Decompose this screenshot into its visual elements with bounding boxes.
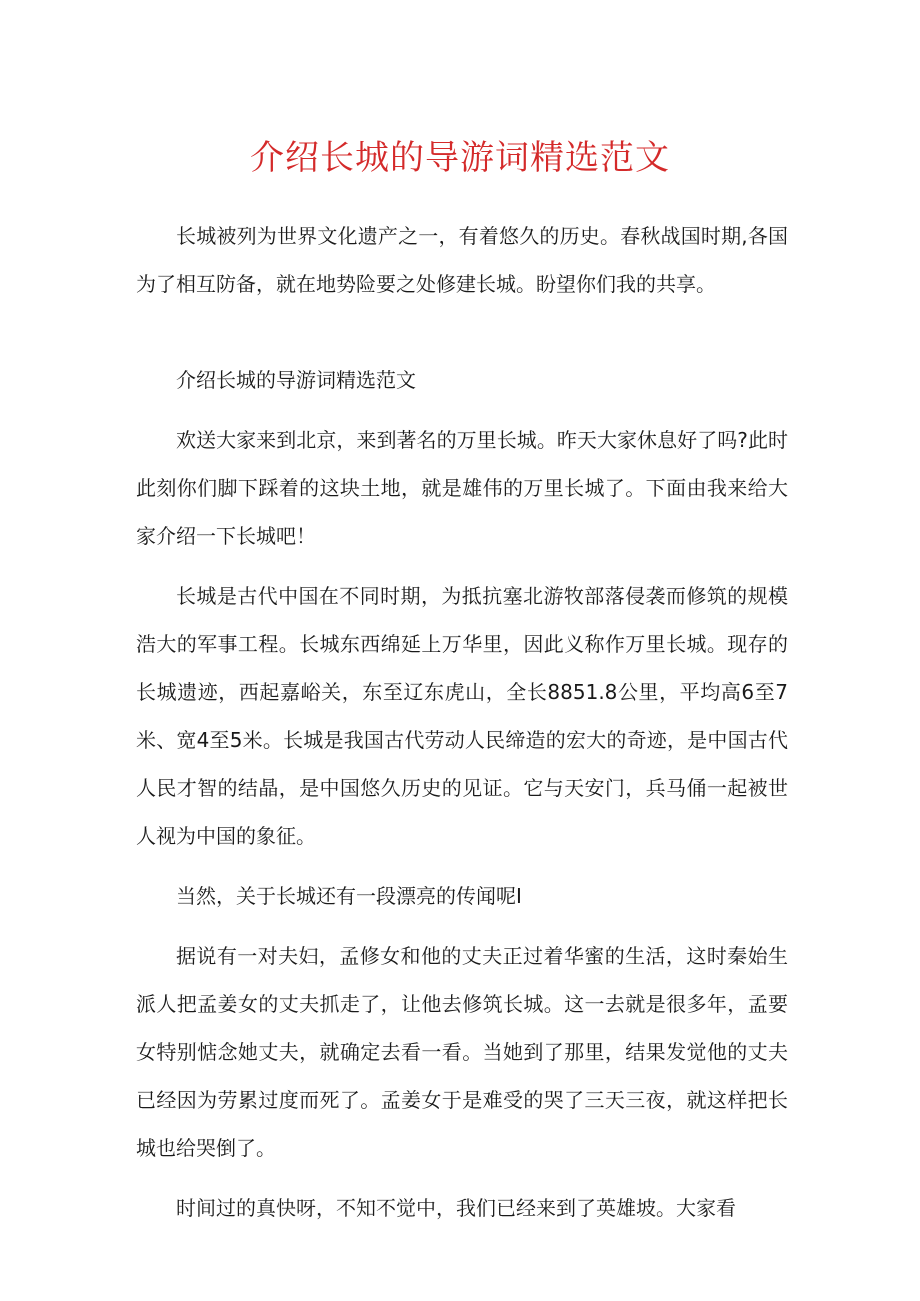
document-title: 介绍长城的导游词精选范文 — [250, 138, 670, 178]
subheading-paragraph: 介绍长城的导游词精选范文 — [176, 368, 416, 392]
body-paragraph: 据说有一对夫妇，孟修女和他的丈夫正过着华蜜的生活，这时秦始生派人把孟姜女的丈夫抓走了，让他去修筑长城。这一去就是很多年，孟要女特别惦念她丈夫，就确定去看一看。当她到了那里，结果发觉他的丈夫已经因为劳累过度而死了。孟姜女于是难受的哭了三天三夜，就这样把长城也给哭倒了。 — [136, 944, 788, 1160]
body-paragraph: 当然，关于长城还有一段漂亮的传闻呢I — [176, 884, 522, 908]
intro-section — [136, 212, 788, 320]
main-section — [136, 356, 788, 1244]
body-paragraph: 时间过的真快呀，不知不觉中，我们已经来到了英雄坡。大家看 — [176, 1196, 736, 1220]
body-paragraph: 欢送大家来到北京，来到著名的万里长城。昨天大家休息好了吗?此时此刻你们脚下踩着的这块土地，就是雄伟的万里长城了。下面由我来给大家介绍一下长城吧！ — [136, 428, 788, 548]
intro-paragraph: 长城被列为世界文化遗产之一，有着悠久的历史。春秋战国时期,各国为了相互防备，就在地势险要之处修建长城。盼望你们我的共享。 — [136, 224, 788, 296]
body-paragraph: 长城是古代中国在不同时期，为抵抗塞北游牧部落侵袭而修筑的规模浩大的军事工程。长城东西绵延上万华里，因此义称作万里长城。现存的长城遗迹，西起嘉峪关，东至辽东虎山，全长8851.8公里，平均高6至7米、宽4至5米。长城是我国古代劳动人民缔造的宏大的奇迹，是中国古代人民才智的结晶，是中国悠久历史的见证。它与天安门，兵马俑一起被世人视为中国的象征。 — [136, 584, 788, 848]
